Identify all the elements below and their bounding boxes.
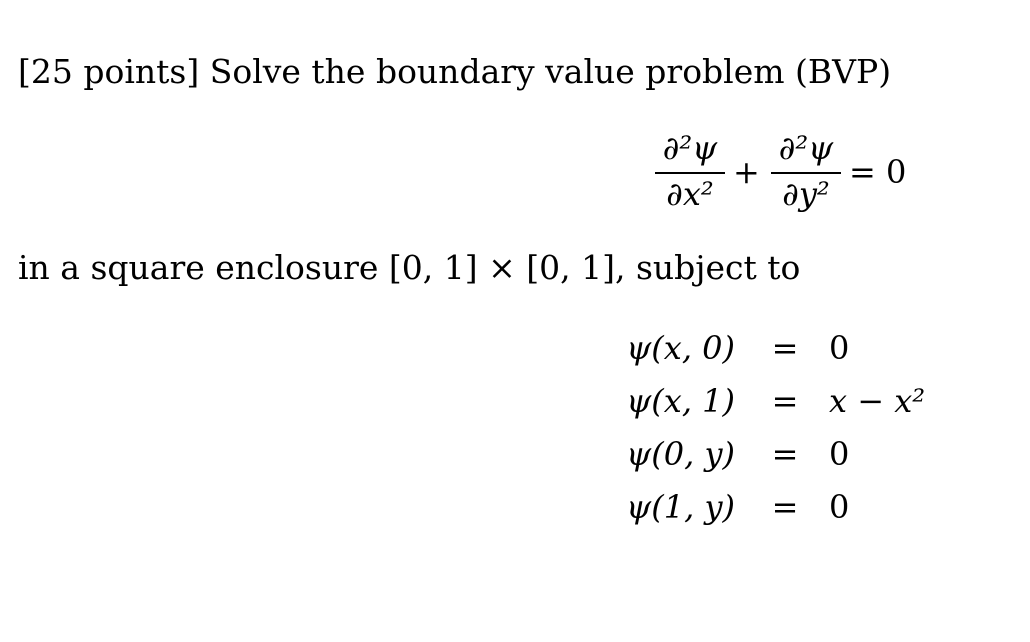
boundary-condition-row (625, 324, 955, 372)
fraction-numerator: ∂²ψ (662, 129, 718, 167)
condition-rhs: 0 (829, 329, 850, 367)
condition-lhs: ψ(1, y) (626, 488, 735, 526)
condition-lhs: ψ(x, 1) (626, 382, 735, 420)
laplace-equation (655, 128, 915, 220)
equals-zero: = 0 (849, 153, 907, 191)
fraction-denominator: ∂x² (666, 175, 714, 213)
plus-operator: + (733, 153, 760, 191)
fraction-denominator: ∂y² (782, 175, 830, 213)
boundary-condition-row (625, 483, 955, 531)
condition-rhs: x − x² (829, 382, 926, 420)
second-partial-y-fraction (771, 128, 841, 220)
domain-description-text: in a square enclosure [0, 1] × [0, 1], subject to (18, 248, 801, 287)
condition-lhs: ψ(x, 0) (626, 329, 735, 367)
problem-intro-text: [25 points] Solve the boundary value problem (BVP) (18, 52, 892, 91)
condition-equals: = (771, 488, 799, 526)
fraction-bar (771, 172, 841, 174)
boundary-conditions (625, 324, 955, 534)
condition-equals: = (771, 382, 799, 420)
condition-equals: = (771, 329, 799, 367)
boundary-condition-row (625, 430, 955, 478)
condition-lhs: ψ(0, y) (626, 435, 735, 473)
condition-rhs: 0 (829, 435, 850, 473)
condition-rhs: 0 (829, 488, 850, 526)
fraction-bar (655, 172, 725, 174)
condition-equals: = (771, 435, 799, 473)
second-partial-x-fraction (655, 128, 725, 220)
boundary-condition-row (625, 377, 955, 425)
fraction-numerator: ∂²ψ (778, 129, 834, 167)
